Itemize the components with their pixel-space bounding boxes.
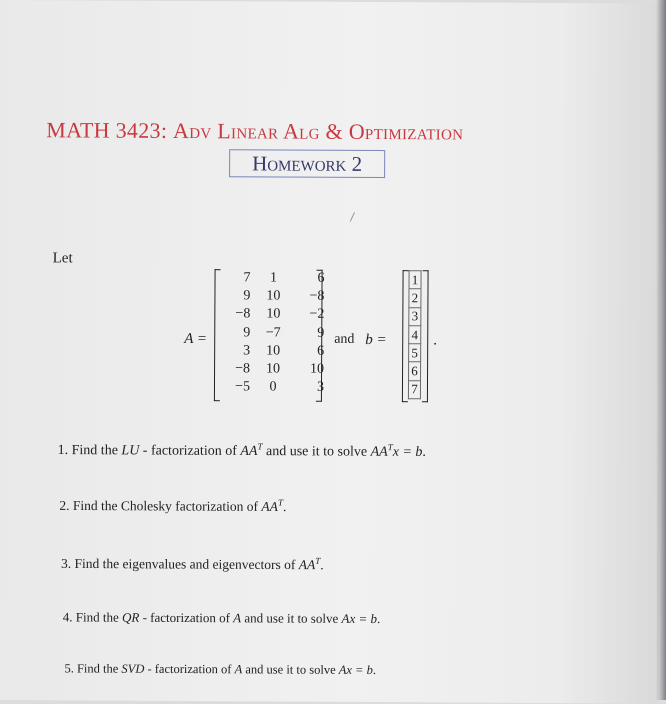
vector-b-row — [409, 326, 421, 344]
matrix-a-row — [220, 342, 328, 361]
matrix-a-row — [220, 306, 328, 325]
matrix-a-cell: 0 — [269, 379, 277, 395]
math-aat: AA — [370, 444, 388, 460]
vector-b-cell: 3 — [409, 307, 421, 325]
problem-text: - factorization of — [139, 609, 234, 626]
problem-2 — [59, 496, 286, 515]
vector-b — [408, 270, 422, 399]
vector-b-cell: 7 — [408, 380, 420, 398]
problem-text: Find the eigenvalues and eigenvectors of — [74, 555, 299, 573]
vector-b-right-bracket — [422, 270, 429, 402]
matrix-a-cell: 9 — [317, 325, 325, 341]
period: . — [433, 332, 438, 349]
matrix-a-cell: 10 — [266, 361, 281, 377]
matrix-a — [220, 269, 329, 397]
matrix-a-cell: 9 — [243, 324, 251, 341]
matrix-a-right-bracket — [316, 270, 323, 402]
problem-5 — [64, 661, 376, 678]
vector-b-row — [409, 307, 421, 325]
matrix-a-cell: 7 — [243, 270, 251, 286]
matrix-a-row — [220, 378, 328, 397]
matrix-a-row — [220, 287, 328, 306]
problem-text: Find the — [71, 443, 122, 459]
page-edge-shadow — [656, 0, 666, 700]
problem-number: 5. — [64, 661, 74, 676]
problem-4 — [63, 609, 381, 627]
problem-end: . — [372, 663, 377, 678]
problem-3 — [61, 554, 324, 573]
math-equation: Ax = b — [341, 610, 378, 627]
vector-b-row — [409, 289, 421, 307]
problem-text: and use it to solve — [242, 662, 339, 677]
vector-b-cell: 5 — [409, 344, 421, 362]
problem-number: 1. — [57, 443, 69, 459]
matrix-a-cell: 10 — [310, 361, 325, 377]
course-code: MATH 3423: — [46, 117, 168, 143]
and-label: and — [334, 331, 355, 347]
problem-text: - factorization of — [144, 661, 235, 677]
vector-b-cell: 1 — [409, 271, 421, 289]
let-label: Let — [52, 250, 73, 267]
matrix-a-cell: −8 — [235, 361, 251, 377]
vector-b-row — [409, 344, 421, 362]
math-aat: AA — [240, 443, 258, 460]
math-qr: QR — [121, 609, 140, 625]
problem-1 — [58, 440, 426, 461]
problem-end: . — [282, 499, 287, 515]
vector-b-row — [409, 271, 421, 289]
math-svd: SVD — [121, 661, 145, 676]
homework-label: Homework 2 — [229, 149, 385, 178]
transpose-sup: T — [277, 497, 284, 508]
matrix-a-cell: 6 — [317, 270, 325, 286]
vector-b-label: b = — [365, 331, 387, 349]
matrix-a-cell: 9 — [243, 288, 251, 304]
matrix-a-left-bracket — [214, 269, 221, 401]
vector-b-row — [409, 362, 421, 380]
problem-text: Find the Cholesky factorization of — [72, 497, 262, 514]
problem-end: . — [422, 444, 426, 460]
course-title: Adv Linear Alg & Optimization — [173, 117, 464, 145]
matrix-a-cell: 10 — [266, 288, 281, 304]
matrix-a-row — [220, 269, 328, 288]
matrix-a-cell: −8 — [309, 288, 325, 305]
vector-b-cell: 4 — [409, 326, 421, 344]
vector-b-left-bracket — [402, 270, 409, 402]
problem-number: 3. — [61, 555, 72, 571]
matrix-a-cell: −2 — [309, 307, 325, 323]
math-equation: Ax = b — [338, 662, 373, 678]
problem-number: 2. — [59, 497, 70, 513]
matrix-a-row — [220, 324, 328, 343]
transpose-sup: T — [315, 555, 321, 566]
pencil-mark — [350, 212, 355, 221]
problem-text: - factorization of — [139, 443, 241, 459]
vector-b-cell: 6 — [409, 362, 421, 380]
math-a: A — [234, 662, 243, 677]
page-title — [46, 117, 606, 146]
math-a: A — [233, 610, 242, 626]
transpose-sup: T — [257, 441, 263, 452]
problem-text: and use it to solve — [241, 610, 342, 626]
problem-text: Find the — [76, 661, 122, 676]
problem-text: Find the — [75, 609, 123, 625]
matrix-a-cell: 10 — [266, 306, 281, 322]
problem-end: . — [320, 557, 324, 573]
vector-b-row — [408, 380, 420, 398]
matrix-a-cell: 3 — [243, 343, 251, 359]
matrix-a-cell: 6 — [317, 343, 325, 359]
matrix-a-cell: 3 — [316, 379, 325, 395]
matrix-a-cell: −7 — [265, 325, 281, 341]
problem-text: and use it to solve — [262, 444, 371, 460]
matrix-a-cell: 1 — [270, 270, 278, 286]
matrix-a-label: A = — [184, 331, 208, 348]
math-aat: AA — [298, 557, 316, 573]
math-aat: AA — [261, 498, 278, 515]
matrix-a-cell: −8 — [235, 306, 251, 322]
math-equation: x = b — [392, 444, 423, 460]
problem-end: . — [376, 611, 381, 627]
transpose-sup: T — [387, 442, 393, 453]
matrix-a-cell: 10 — [266, 343, 281, 359]
matrix-a-row — [220, 360, 328, 379]
math-lu: LU — [121, 443, 140, 459]
vector-b-cell: 2 — [409, 289, 421, 307]
matrix-a-cell: −5 — [235, 379, 251, 395]
problem-number: 4. — [62, 609, 73, 625]
